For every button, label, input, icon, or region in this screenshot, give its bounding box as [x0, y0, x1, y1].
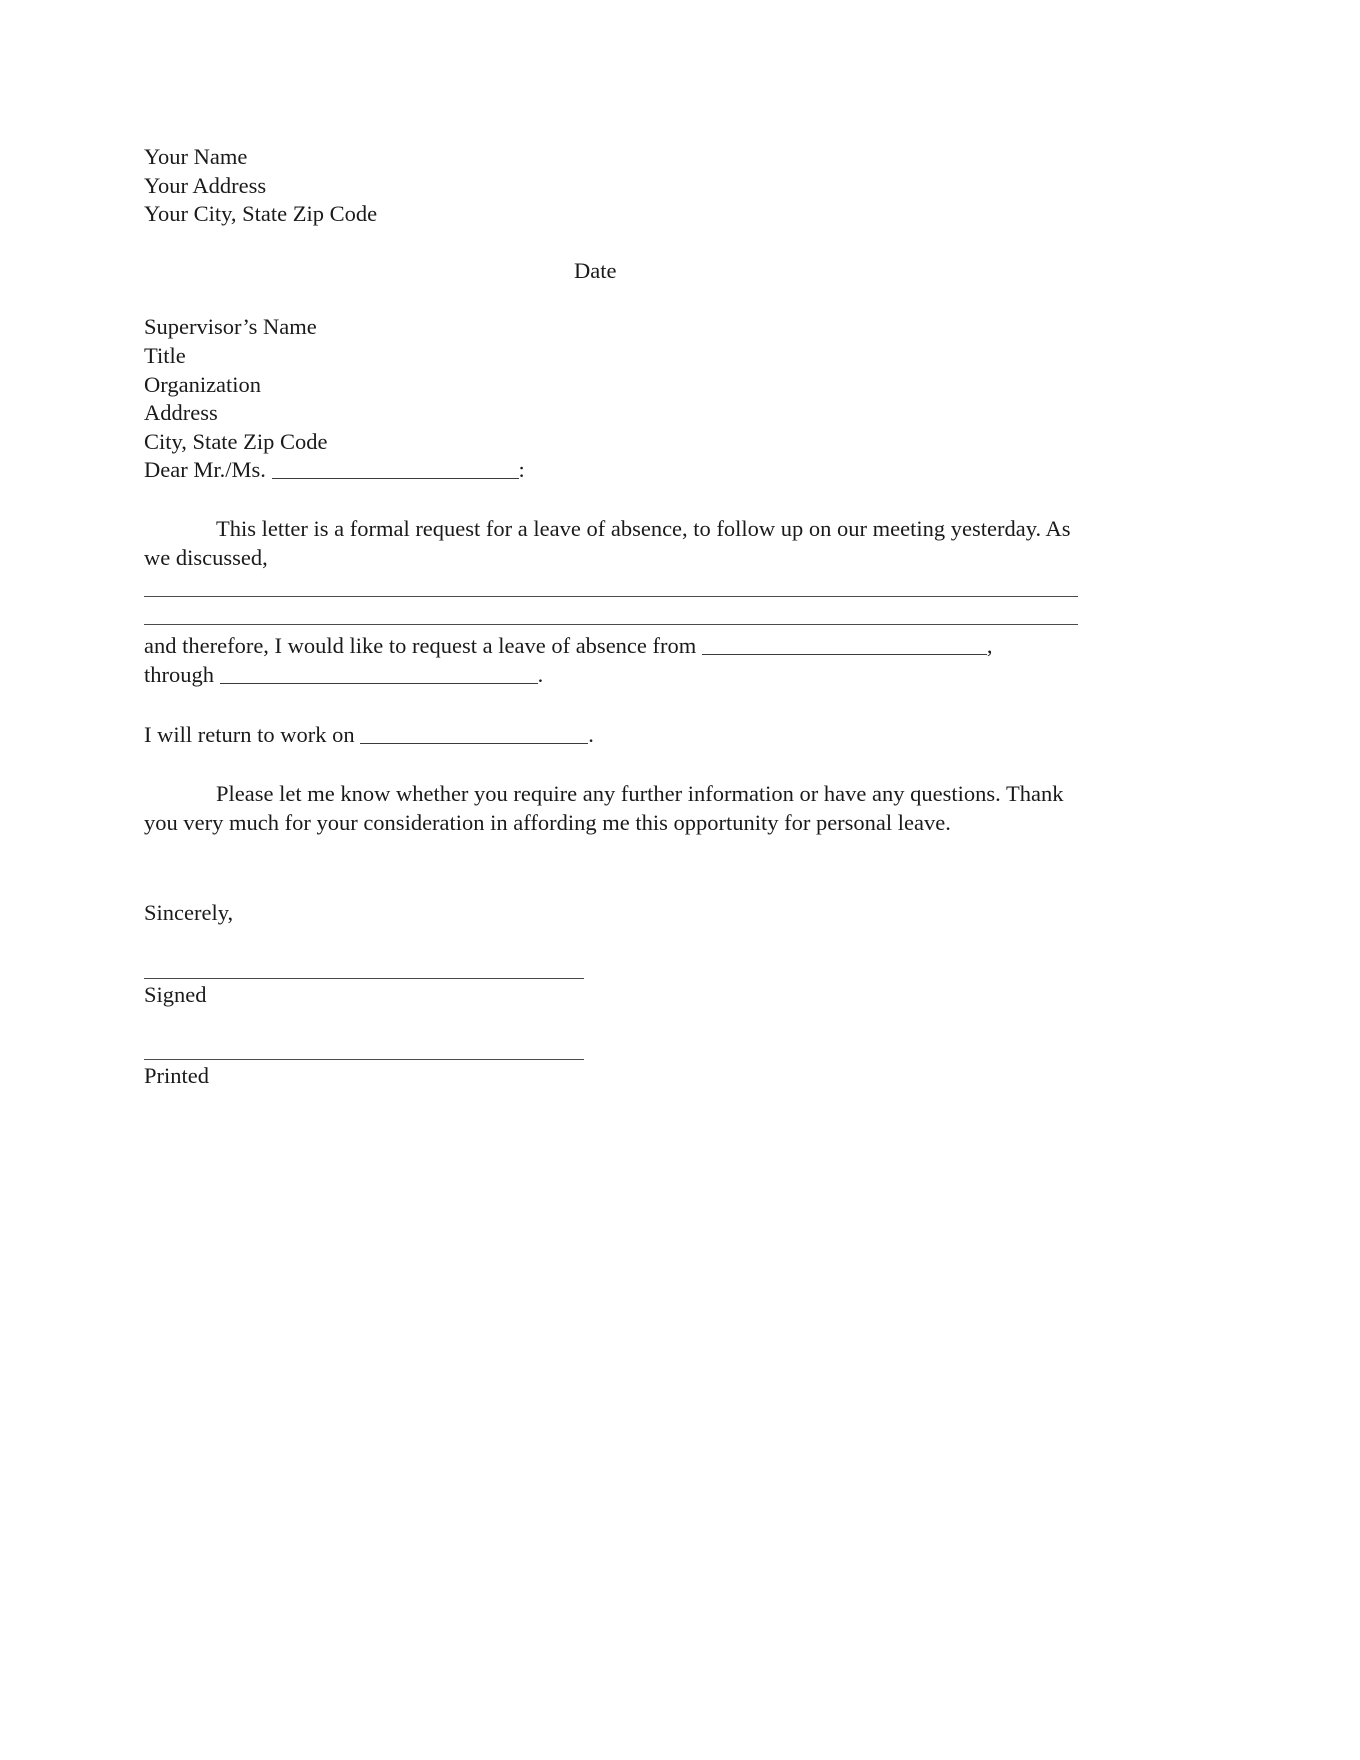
signature-block-signed	[144, 978, 1078, 1010]
salutation-prefix: Dear Mr./Ms.	[144, 457, 266, 483]
signature-rule-printed[interactable]	[144, 1059, 584, 1060]
return-date-blank[interactable]	[360, 723, 588, 745]
leave-request-suffix: ,	[986, 633, 993, 659]
fill-in-rule-2[interactable]	[144, 624, 1078, 625]
sender-city-state-zip: Your City, State Zip Code	[144, 201, 378, 227]
signature-block-printed	[144, 1059, 1078, 1091]
recipient-title: Title	[144, 342, 186, 368]
sender-address: Your Address	[144, 172, 267, 198]
leave-through-line	[144, 661, 1078, 690]
recipient-city-state-zip: City, State Zip Code	[144, 428, 328, 454]
return-to-work-line	[144, 721, 1078, 750]
sender-name: Your Name	[144, 144, 248, 169]
opening-paragraph: This letter is a formal request for a leave of absence, to follow up on our meeting yesterday. As we discussed,	[144, 515, 1071, 570]
signature-label-signed: Signed	[144, 981, 207, 1007]
through-suffix: .	[537, 661, 544, 687]
date-field: Date	[574, 257, 617, 283]
recipient-organization: Organization	[144, 371, 262, 397]
leave-end-date-blank[interactable]	[220, 662, 538, 684]
recipient-name: Supervisor’s Name	[144, 314, 317, 340]
salutation-line	[144, 456, 1078, 485]
return-prefix: I will return to work on	[144, 722, 355, 748]
fill-in-rule-1[interactable]	[144, 596, 1078, 597]
leave-request-prefix: and therefore, I would like to request a leave of absence from	[144, 633, 697, 659]
recipient-address: Address	[144, 400, 218, 426]
salutation-blank[interactable]	[272, 458, 519, 480]
signature-label-printed: Printed	[144, 1063, 209, 1089]
letter-body	[144, 143, 1078, 1091]
sender-address-block	[144, 143, 1078, 229]
salutation-suffix: :	[518, 457, 525, 483]
through-prefix: through	[144, 661, 214, 687]
leave-start-date-blank[interactable]	[702, 633, 987, 655]
closing-paragraph: Please let me know whether you require any further information or have any questions. Thank you very much for your consideration in affording me this opportunity for personal leave.	[144, 780, 1064, 835]
signature-rule-signed[interactable]	[144, 978, 584, 979]
leave-request-line	[144, 632, 1078, 661]
recipient-address-block	[144, 313, 1078, 485]
return-suffix: .	[588, 722, 594, 748]
closing-salutation: Sincerely,	[144, 900, 234, 926]
